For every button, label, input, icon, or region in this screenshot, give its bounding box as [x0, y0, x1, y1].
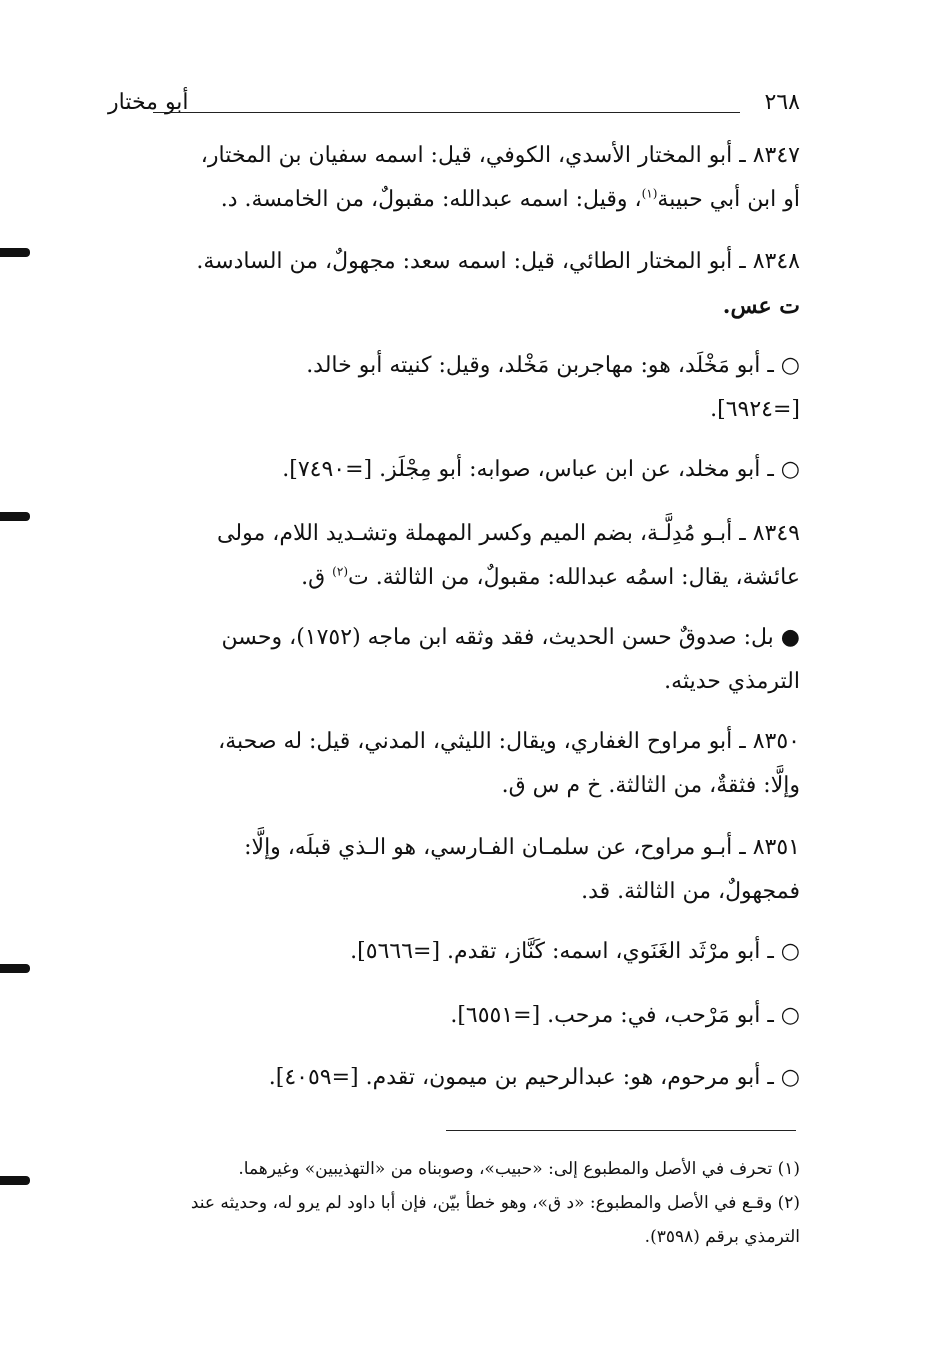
footnote-2: (٢) وقـع في الأصل والمطبوع: «د ق»، وهو خطأ بيّن، فإن أبا داود لم يرو له، وحديثه عند: [190, 1193, 800, 1213]
entry-abu-marhab: [108, 994, 800, 1038]
entry-text: ، وقيل: اسمه عبدالله: مقبولٌ، من الخامسة. د.: [220, 187, 642, 212]
entry-text: عائشة، يقال: اسمُه عبدالله: مقبولٌ، من الثالثة. ت: [348, 565, 800, 590]
editor-comment: [108, 616, 800, 704]
entry-abu-mukhlad: [108, 448, 800, 492]
entry-line: [108, 556, 800, 600]
entry-line: ٨٣٥١ ـ أبـو مراوح، عن سلمـان الفـارسي، هو الـذي قبلَه، وإلَّا:: [244, 835, 800, 860]
footnote-1: (١) تحرف في الأصل والمطبوع إلى: «حبيب»، وصوبناه من «التهذيبين» وغيرهما.: [238, 1159, 800, 1179]
entry-abu-marthad: [108, 930, 800, 974]
entry-8348: [108, 240, 800, 328]
entry-line: ○ ـ أبو مَخْلَد، هو: مهاجربن مَخْلد، وقيل: كنيته أبو خالد.: [306, 353, 800, 378]
entry-text: أو ابن أبي حبيبة: [657, 187, 800, 212]
page-edge-mark: [0, 248, 30, 257]
entry-line: [=٦٩٢٤].: [710, 397, 800, 422]
page-edge-mark: [0, 512, 30, 521]
footnote-ref: (٢): [332, 564, 348, 579]
entry-line: ○ ـ أبو مخلد، عن ابن عباس، صوابه: أبو مِجْلَز. [=٧٤٩٠].: [282, 457, 800, 482]
entry-line: ○ ـ أبو مَرْحب، في: مرحب. [=٦٥٥١].: [450, 1003, 800, 1028]
entry-line: ● بل: صدوقٌ حسن الحديث، فقد وثقه ابن ماجه (١٧٥٢)، وحسن: [221, 625, 800, 650]
entry-line: ○ ـ أبو مرْثَد الغَنَوي، اسمه: كَنَّاز، تقدم. [=٥٦٦٦].: [350, 939, 800, 964]
entry-line: الترمذي حديثه.: [664, 669, 800, 694]
entry-text: ق.: [301, 565, 333, 590]
entry-8349: [108, 512, 800, 600]
entry-line: ٨٣٥٠ ـ أبو مراوح الغفاري، ويقال: الليثي، المدني، قيل: له صحبة،: [218, 729, 800, 754]
page-edge-mark: [0, 1176, 30, 1185]
header-rule: [153, 112, 740, 113]
entry-line: فمجهولٌ، من الثالثة. قد.: [581, 879, 800, 904]
footnote-ref: (١): [641, 186, 658, 201]
footnotes: [108, 1152, 800, 1254]
footnote-2-continued: الترمذي برقم (٣٥٩٨).: [644, 1227, 800, 1247]
running-title: أبو مختار: [108, 90, 189, 115]
entry-line: ○ ـ أبو مرحوم، هو: عبدالرحيم بن ميمون، تقدم. [=٤٠٥٩].: [268, 1065, 800, 1090]
entry-abu-marhum: [108, 1056, 800, 1100]
entry-line: [108, 178, 800, 222]
entry-line: ت عس.: [722, 293, 800, 319]
entry-line: ٨٣٤٩ ـ أبـو مُدِلَّـة، بضم الميم وكسر المهملة وتشـديد اللام، مولى: [217, 521, 800, 546]
entry-8350: [108, 720, 800, 808]
page-number: ٢٦٨: [764, 90, 800, 115]
entry-line: وإلَّا: فثقةٌ، من الثالثة. خ م س ق.: [501, 773, 800, 798]
entry-8347: [108, 134, 800, 222]
page-header: [108, 90, 800, 120]
entry-8351: [108, 826, 800, 914]
entry-line: ٨٣٤٨ ـ أبو المختار الطائي، قيل: اسمه سعد: مجهولٌ، من السادسة.: [196, 249, 800, 274]
entry-line: ٨٣٤٧ ـ أبو المختار الأسدي، الكوفي، قيل: اسمه سفيان بن المختار،: [200, 143, 800, 168]
footnote-rule: [446, 1130, 796, 1131]
page-edge-mark: [0, 964, 30, 973]
entry-abu-makhlad: [108, 344, 800, 432]
